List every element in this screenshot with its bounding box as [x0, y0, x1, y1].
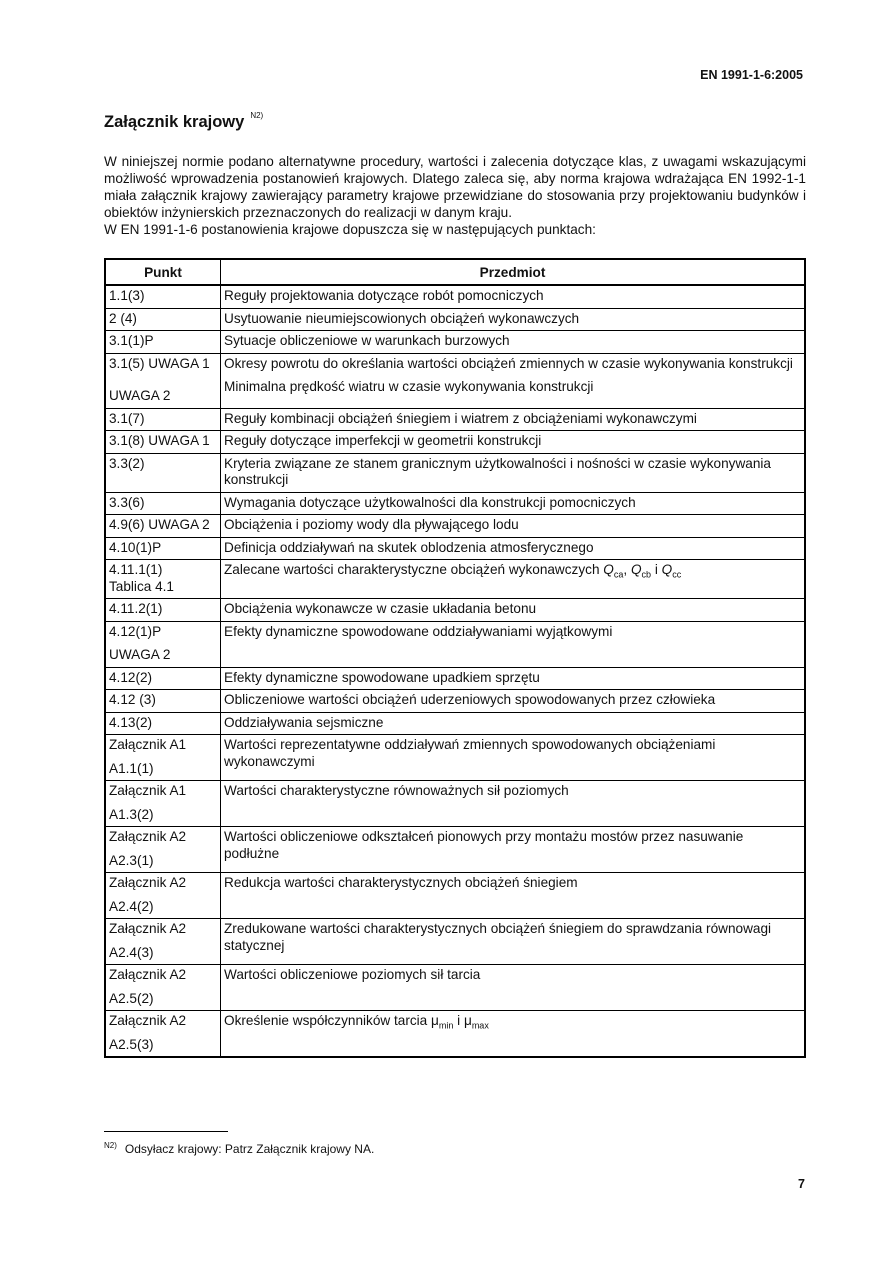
cell-punkt — [105, 560, 221, 599]
cell-punkt — [105, 735, 221, 781]
cell-punkt — [105, 353, 221, 408]
cell-przedmiot: Obliczeniowe wartości obciążeń uderzeniowych spowodowanych przez człowieka — [221, 690, 806, 713]
cell-punkt-line2: A1.1(1) — [109, 760, 154, 776]
cell-punkt — [105, 827, 221, 873]
q-sub-cc: cc — [672, 569, 682, 580]
table-row — [105, 599, 805, 622]
cell-przedmiot-line1: Okresy powrotu do określania wartości obciążeń zmiennych w czasie wykonywania konstrukcji — [224, 355, 793, 371]
cell-punkt-line2: UWAGA 2 — [109, 647, 171, 662]
cell-punkt: 1.1(3) — [105, 285, 221, 308]
cell-przedmiot: Efekty dynamiczne spowodowane upadkiem sprzętu — [221, 667, 806, 690]
cell-punkt — [105, 1011, 221, 1058]
table-row — [105, 331, 805, 354]
cell-przedmiot: Kryteria związane ze stanem granicznym użytkowalności i nośności w czasie wykonywania konstrukcji — [221, 453, 806, 492]
mu-sub-max: max — [471, 1020, 489, 1031]
cell-przedmiot-line2: Minimalna prędkość wiatru w czasie wykonywania konstrukcji — [224, 379, 594, 394]
table-row — [105, 621, 805, 667]
cell-punkt: 4.10(1)P — [105, 537, 221, 560]
cell-punkt-line1: Załącznik A2 — [109, 875, 187, 890]
footnote-divider — [104, 1131, 228, 1132]
header-punkt: Punkt — [105, 259, 221, 285]
cell-przedmiot: Wartości charakterystyczne równoważnych sił poziomych — [221, 781, 806, 827]
page-number: 7 — [798, 1177, 805, 1191]
cell-punkt-line1: 4.11.1(1) — [109, 562, 163, 577]
cell-przedmiot — [221, 560, 806, 599]
cell-przedmiot: Reguły kombinacji obciążeń śniegiem i wiatrem z obciążeniami wykonawczymi — [221, 408, 806, 431]
table-row — [105, 285, 805, 308]
cell-punkt — [105, 621, 221, 667]
table-row — [105, 353, 805, 408]
q-sub-ca: ca — [613, 569, 624, 580]
cell-punkt: 4.11.2(1) — [105, 599, 221, 622]
table-row — [105, 781, 805, 827]
cell-punkt: 4.9(6) UWAGA 2 — [105, 515, 221, 538]
cell-punkt: 4.13(2) — [105, 712, 221, 735]
cell-punkt: 3.1(8) UWAGA 1 — [105, 431, 221, 454]
cell-przedmiot: Wartości obliczeniowe poziomych sił tarcia — [221, 965, 806, 1011]
table-row — [105, 873, 805, 919]
mu-prefix: Określenie współczynników tarcia — [224, 1013, 428, 1028]
table-row — [105, 712, 805, 735]
intro-paragraph-1: W niniejszej normie podano alternatywne procedury, wartości i zalecenia dotyczące klas, z uwagami wskazującymi możliwość wprowadzenia postanowień krajowych. Dlatego zaleca się, aby norma krajowa wdrażająca EN 1992-1-1 miała załącznik krajowy zawierający parametry krajowe przewidziane do stosowania przy projektowaniu budynków i obiektów inżynierskich przeznaczonych do realizacji w danym kraju. — [104, 154, 806, 220]
cell-przedmiot: Obciążenia wykonawcze w czasie układania betonu — [221, 599, 806, 622]
cell-punkt — [105, 919, 221, 965]
footnote-mark: N2) — [104, 1141, 117, 1150]
cell-punkt — [105, 781, 221, 827]
cell-przedmiot: Definicja oddziaływań na skutek oblodzenia atmosferycznego — [221, 537, 806, 560]
cell-punkt-line1: 3.1(5) UWAGA 1 — [109, 355, 210, 371]
cell-przedmiot: Wartości reprezentatywne oddziaływań zmiennych spowodowanych obciążeniami wykonawczymi — [221, 735, 806, 781]
cell-punkt-line1: Załącznik A2 — [109, 1013, 187, 1028]
q-sub-cb: cb — [641, 569, 652, 580]
cell-punkt-line2: A2.3(1) — [109, 852, 154, 868]
cell-punkt-line2: UWAGA 2 — [109, 388, 171, 403]
cell-punkt-line2: Tablica 4.1 — [109, 578, 174, 594]
cell-punkt-line1: Załącznik A1 — [109, 737, 187, 752]
table-row — [105, 827, 805, 873]
cell-przedmiot — [221, 353, 806, 408]
q-symbol: Q — [603, 562, 614, 577]
cell-punkt: 3.1(7) — [105, 408, 221, 431]
table-row — [105, 1011, 805, 1058]
cell-przedmiot: Sytuacje obliczeniowe w warunkach burzowych — [221, 331, 806, 354]
cell-punkt: 3.3(6) — [105, 492, 221, 515]
table-row — [105, 408, 805, 431]
cell-punkt-line1: Załącznik A2 — [109, 921, 187, 936]
cell-punkt — [105, 965, 221, 1011]
footnote — [104, 1141, 374, 1156]
cell-punkt-line2: A1.3(2) — [109, 806, 154, 822]
cell-punkt-line2: A2.5(3) — [109, 1036, 154, 1052]
q-and: i — [654, 562, 658, 577]
q-symbol: Q — [661, 562, 673, 577]
cell-przedmiot: Reguły projektowania dotyczące robót pomocniczych — [221, 285, 806, 308]
cell-punkt-line1: Załącznik A2 — [109, 967, 187, 982]
table-row — [105, 690, 805, 713]
title-footnote-mark: N2) — [250, 110, 264, 120]
cell-punkt-line2: A2.4(2) — [109, 898, 154, 914]
table-row — [105, 560, 805, 599]
cell-punkt-line1: Załącznik A2 — [109, 829, 187, 844]
q-symbol: Q — [630, 562, 642, 577]
cell-punkt: 2 (4) — [105, 308, 221, 331]
footnote-text: Odsyłacz krajowy: Patrz Załącznik krajowy NA. — [124, 1142, 375, 1156]
cell-punkt-line1: Załącznik A1 — [109, 783, 187, 798]
cell-przedmiot — [221, 1011, 806, 1058]
page-title — [104, 110, 264, 132]
cell-przedmiot: Efekty dynamiczne spowodowane oddziaływaniami wyjątkowymi — [221, 621, 806, 667]
table-row — [105, 515, 805, 538]
table-row — [105, 735, 805, 781]
cell-punkt-line1: 4.12(1)P — [109, 623, 162, 639]
cell-przedmiot: Oddziaływania sejsmiczne — [221, 712, 806, 735]
table-row — [105, 492, 805, 515]
table-row — [105, 919, 805, 965]
table-row — [105, 431, 805, 454]
intro-text — [104, 153, 806, 238]
cell-punkt-line2: A2.4(3) — [109, 944, 154, 960]
table-row — [105, 308, 805, 331]
cell-punkt: 3.1(1)P — [105, 331, 221, 354]
cell-przedmiot: Obciążenia i poziomy wody dla pływającego lodu — [221, 515, 806, 538]
cell-przedmiot: Wymagania dotyczące użytkowalności dla konstrukcji pomocniczych — [221, 492, 806, 515]
cell-przedmiot: Wartości obliczeniowe odkształceń pionowych przy montażu mostów przez nasuwanie podłużne — [221, 827, 806, 873]
document-standard-number: EN 1991-1-6:2005 — [700, 68, 803, 82]
mu-sub-min: min — [438, 1020, 454, 1031]
table-header-row — [105, 259, 805, 285]
cell-przedmiot: Zredukowane wartości charakterystycznych obciążeń śniegiem do sprawdzania równowagi statycznej — [221, 919, 806, 965]
cell-przedmiot: Reguły dotyczące imperfekcji w geometrii konstrukcji — [221, 431, 806, 454]
q-prefix: Zalecane wartości charakterystyczne obciążeń wykonawczych — [224, 562, 600, 577]
cell-punkt: 4.12 (3) — [105, 690, 221, 713]
cell-punkt: 4.12(2) — [105, 667, 221, 690]
q-sep: , — [623, 562, 628, 577]
cell-punkt-line2: A2.5(2) — [109, 990, 154, 1006]
mu-symbol: μ — [431, 1013, 439, 1028]
table-row — [105, 965, 805, 1011]
table-row — [105, 667, 805, 690]
intro-paragraph-2: W EN 1991-1-6 postanowienia krajowe dopuszcza się w następujących punktach: — [104, 222, 596, 237]
mu-symbol: μ — [463, 1013, 472, 1028]
national-provisions-table — [104, 258, 806, 1058]
header-przedmiot: Przedmiot — [221, 259, 806, 285]
cell-punkt — [105, 873, 221, 919]
title-text: Załącznik krajowy — [104, 113, 245, 131]
table-row — [105, 537, 805, 560]
cell-przedmiot: Redukcja wartości charakterystycznych obciążeń śniegiem — [221, 873, 806, 919]
cell-przedmiot: Usytuowanie nieumiejscowionych obciążeń wykonawczych — [221, 308, 806, 331]
mu-and: i — [457, 1013, 461, 1028]
cell-punkt: 3.3(2) — [105, 453, 221, 492]
table-row — [105, 453, 805, 492]
